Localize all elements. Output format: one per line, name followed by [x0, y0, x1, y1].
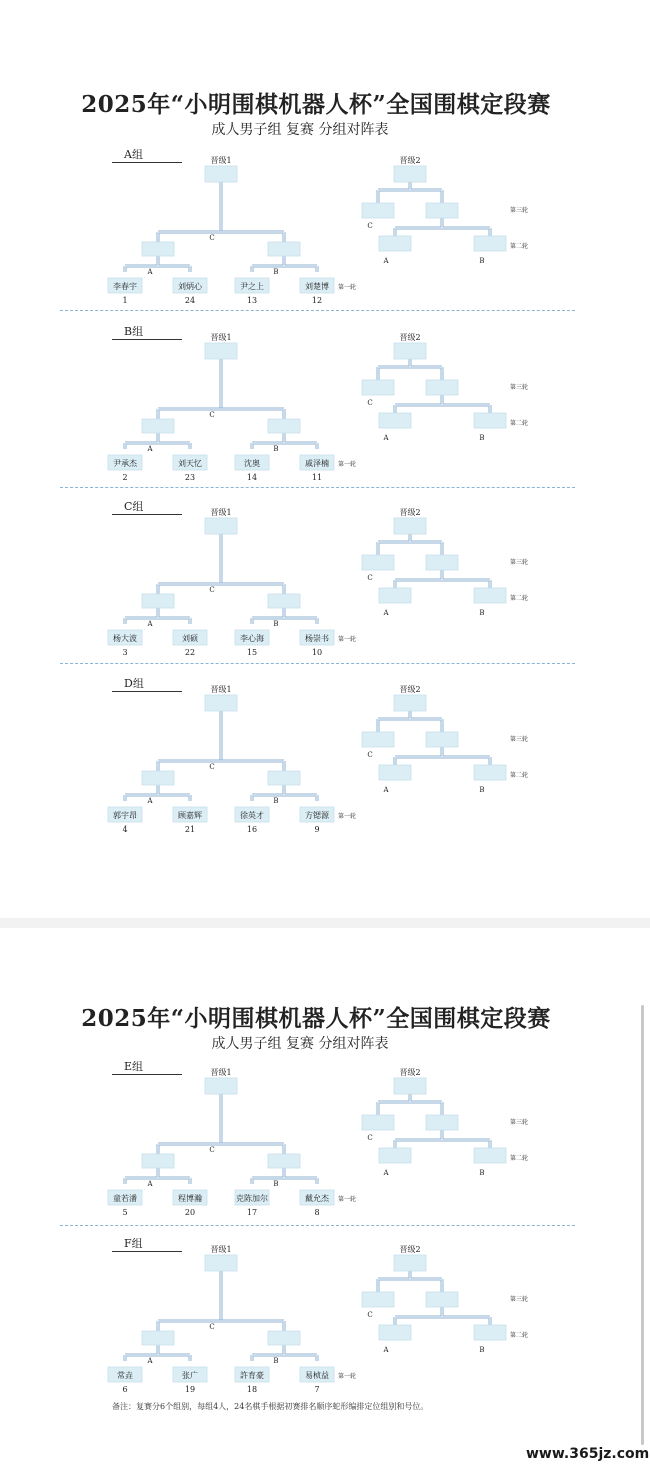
player-name: 刘天忆	[178, 459, 202, 468]
bracket-line-inner	[378, 534, 442, 555]
player-seed: 18	[246, 1385, 258, 1394]
loser-a-box	[379, 588, 411, 603]
advance1-box	[205, 343, 237, 359]
round3-label: 第三轮	[510, 1296, 529, 1303]
loser-a-label: A	[383, 257, 389, 265]
player-seed: 21	[184, 825, 196, 834]
loser-a-label: A	[383, 1169, 389, 1177]
final-winner-box	[426, 555, 458, 570]
match-c-label: C	[209, 586, 215, 594]
group-label: C组	[112, 500, 182, 515]
player-seed: 22	[184, 648, 196, 657]
group-label: D组	[112, 677, 182, 692]
advance1-box	[205, 518, 237, 534]
repechage-c-label: C	[367, 751, 373, 759]
repechage-c-box	[362, 555, 394, 570]
match-c-label: C	[209, 411, 215, 419]
advance1-label: 晋级1	[210, 685, 232, 694]
bracket-line-inner	[125, 785, 190, 801]
bracket-line-inner	[125, 1168, 190, 1184]
loser-a-label: A	[383, 786, 389, 794]
group-a	[0, 148, 650, 318]
advance1-label: 晋级1	[210, 508, 232, 517]
winner-b-box	[268, 242, 300, 256]
player-name: 程博瀚	[178, 1194, 202, 1203]
player-seed: 11	[311, 473, 323, 482]
player-name: 常垚	[117, 1371, 133, 1380]
player-name: 刘炳心	[178, 282, 202, 291]
winner-b-box	[268, 771, 300, 785]
advance1-box	[205, 695, 237, 711]
player-name: 徐英才	[240, 811, 264, 820]
player-seed: 1	[122, 296, 128, 305]
round1-label: 第一轮	[338, 461, 357, 468]
advance2-box	[394, 695, 426, 711]
loser-b-label: B	[479, 786, 485, 794]
group-label: F组	[112, 1237, 182, 1252]
bracket-line-inner	[252, 1168, 317, 1184]
loser-b-box	[474, 1325, 506, 1340]
loser-b-label: B	[479, 257, 485, 265]
match-b-label: B	[273, 445, 279, 453]
match-a-label: A	[147, 620, 153, 628]
player-seed: 12	[311, 296, 323, 305]
round2-label: 第二轮	[510, 1332, 529, 1339]
loser-b-label: B	[479, 434, 485, 442]
match-b-label: B	[273, 797, 279, 805]
player-name: 顾嘉辉	[178, 811, 202, 820]
winner-b-box	[268, 594, 300, 608]
match-c-label: C	[209, 1146, 215, 1154]
bracket-diagram	[0, 500, 650, 670]
round2-label: 第二轮	[510, 420, 529, 427]
repechage-c-box	[362, 1115, 394, 1130]
winner-a-box	[142, 1154, 174, 1168]
page-subtitle-2: 成人男子组 复赛 分组对阵表	[211, 1036, 389, 1052]
player-seed: 7	[314, 1385, 320, 1394]
loser-a-box	[379, 236, 411, 251]
page-gap	[0, 918, 650, 928]
group-divider	[60, 310, 575, 311]
group-label: E组	[112, 1060, 182, 1075]
player-name: 尹之上	[240, 282, 264, 291]
bracket-line	[158, 409, 284, 419]
player-seed: 5	[122, 1208, 128, 1217]
round1-label: 第一轮	[338, 813, 357, 820]
player-seed: 17	[246, 1208, 258, 1217]
match-a-label: A	[147, 1180, 153, 1188]
winner-b-box	[268, 1154, 300, 1168]
player-name: 童若潘	[113, 1194, 137, 1203]
advance1-box	[205, 1078, 237, 1094]
advance2-label: 晋级2	[399, 333, 421, 342]
repechage-c-label: C	[367, 1311, 373, 1319]
player-seed: 14	[246, 473, 258, 482]
group-label: A组	[112, 148, 182, 163]
final-winner-box	[426, 1115, 458, 1130]
match-b-label: B	[273, 1357, 279, 1365]
loser-a-label: A	[383, 434, 389, 442]
player-name: 尹承杰	[113, 459, 137, 468]
final-winner-box	[426, 380, 458, 395]
repechage-c-box	[362, 1292, 394, 1307]
player-name: 戚泽楠	[305, 459, 329, 468]
player-seed: 24	[184, 296, 196, 305]
winner-a-box	[142, 1331, 174, 1345]
page-subtitle: 成人男子组 复赛 分组对阵表	[211, 122, 389, 138]
match-b-label: B	[273, 620, 279, 628]
match-c-label: C	[209, 1323, 215, 1331]
loser-a-box	[379, 1325, 411, 1340]
match-c-label: C	[209, 763, 215, 771]
bracket-line-inner	[125, 433, 190, 449]
final-winner-box	[426, 732, 458, 747]
repechage-c-label: C	[367, 574, 373, 582]
loser-b-box	[474, 413, 506, 428]
match-c-label: C	[209, 234, 215, 242]
bracket-line	[158, 232, 284, 242]
bracket-line-inner	[378, 359, 442, 380]
bracket-line-inner	[125, 608, 190, 624]
player-name: 沈奥	[244, 459, 260, 468]
loser-a-box	[379, 765, 411, 780]
advance2-box	[394, 1078, 426, 1094]
bracket-diagram	[0, 325, 650, 495]
player-name: 郭宇昂	[113, 811, 137, 820]
round2-label: 第二轮	[510, 1155, 529, 1162]
page-title-2: 2025年“小明围棋机器人杯”全国围棋定段赛	[81, 1005, 551, 1032]
loser-b-box	[474, 588, 506, 603]
round2-label: 第二轮	[510, 772, 529, 779]
match-a-label: A	[147, 1357, 153, 1365]
advance2-box	[394, 343, 426, 359]
match-b-label: B	[273, 268, 279, 276]
bracket-diagram	[0, 148, 650, 318]
player-name: 刘楚博	[305, 282, 329, 291]
group-c	[0, 500, 650, 670]
bracket-line-inner	[378, 1094, 442, 1115]
bracket-line	[158, 1144, 284, 1154]
loser-b-label: B	[479, 1169, 485, 1177]
round2-label: 第二轮	[510, 595, 529, 602]
player-seed: 13	[246, 296, 258, 305]
round3-label: 第三轮	[510, 1119, 529, 1126]
player-name: 方锶源	[305, 811, 329, 820]
repechage-c-box	[362, 203, 394, 218]
advance2-box	[394, 518, 426, 534]
page-title: 2025年“小明围棋机器人杯”全国围棋定段赛	[81, 91, 551, 118]
bracket-line-inner	[378, 1271, 442, 1292]
bracket-diagram	[0, 677, 650, 847]
group-divider	[60, 1225, 575, 1226]
player-seed: 10	[311, 648, 323, 657]
bracket-line-inner	[125, 1345, 190, 1361]
bracket-line-inner	[252, 256, 317, 272]
bracket-line	[158, 761, 284, 771]
bracket-line	[158, 584, 284, 594]
loser-b-label: B	[479, 609, 485, 617]
player-seed: 4	[122, 825, 128, 834]
round3-label: 第三轮	[510, 736, 529, 743]
bracket-line-inner	[378, 711, 442, 732]
loser-b-box	[474, 1148, 506, 1163]
player-seed: 6	[122, 1385, 128, 1394]
advance1-box	[205, 1255, 237, 1271]
winner-a-box	[142, 594, 174, 608]
bracket-line-inner	[125, 256, 190, 272]
match-a-label: A	[147, 268, 153, 276]
advance1-label: 晋级1	[210, 1068, 232, 1077]
round3-label: 第三轮	[510, 559, 529, 566]
bracket-line-inner	[252, 433, 317, 449]
repechage-c-label: C	[367, 399, 373, 407]
player-name: 刘硕	[182, 634, 198, 643]
loser-a-box	[379, 1148, 411, 1163]
loser-a-label: A	[383, 1346, 389, 1354]
advance2-box	[394, 166, 426, 182]
watermark: www.365jz.com	[526, 1446, 650, 1462]
footnote: 备注：复赛分6个组别，每组4人，24名棋手根据初赛排名顺序蛇形编排定位组别和号位。	[112, 1402, 429, 1411]
player-name: 杨崇书	[305, 634, 329, 643]
winner-a-box	[142, 242, 174, 256]
advance1-box	[205, 166, 237, 182]
final-winner-box	[426, 203, 458, 218]
player-name: 杨大波	[113, 634, 137, 643]
group-label: B组	[112, 325, 182, 340]
loser-a-box	[379, 413, 411, 428]
round3-label: 第三轮	[510, 384, 529, 391]
player-seed: 23	[184, 473, 196, 482]
bracket-line-inner	[378, 182, 442, 203]
advance2-box	[394, 1255, 426, 1271]
winner-b-box	[268, 1331, 300, 1345]
advance1-label: 晋级1	[210, 156, 232, 165]
round1-label: 第一轮	[338, 1373, 357, 1380]
player-seed: 8	[314, 1208, 320, 1217]
advance2-label: 晋级2	[399, 508, 421, 517]
advance1-label: 晋级1	[210, 333, 232, 342]
repechage-c-box	[362, 380, 394, 395]
repechage-c-label: C	[367, 1134, 373, 1142]
bracket-line-inner	[252, 608, 317, 624]
loser-b-box	[474, 236, 506, 251]
player-name: 李春宇	[113, 282, 137, 291]
group-f	[0, 1237, 650, 1407]
winner-a-box	[142, 771, 174, 785]
bracket-line-inner	[252, 785, 317, 801]
advance2-label: 晋级2	[399, 1068, 421, 1077]
player-name: 张广	[182, 1371, 198, 1380]
player-seed: 19	[184, 1385, 196, 1394]
group-b	[0, 325, 650, 495]
repechage-c-box	[362, 732, 394, 747]
match-b-label: B	[273, 1180, 279, 1188]
player-seed: 9	[314, 825, 320, 834]
bracket-diagram	[0, 1237, 650, 1407]
round1-label: 第一轮	[338, 1196, 357, 1203]
player-seed: 20	[184, 1208, 196, 1217]
round2-label: 第二轮	[510, 243, 529, 250]
final-winner-box	[426, 1292, 458, 1307]
player-name: 許育豪	[240, 1371, 264, 1380]
winner-a-box	[142, 419, 174, 433]
player-name: 戴允杰	[305, 1194, 329, 1203]
player-seed: 3	[122, 648, 128, 657]
match-a-label: A	[147, 797, 153, 805]
loser-b-box	[474, 765, 506, 780]
advance2-label: 晋级2	[399, 156, 421, 165]
round3-label: 第三轮	[510, 207, 529, 214]
winner-b-box	[268, 419, 300, 433]
match-a-label: A	[147, 445, 153, 453]
player-seed: 16	[246, 825, 258, 834]
bracket-line	[158, 1321, 284, 1331]
bracket-line-inner	[252, 1345, 317, 1361]
player-seed: 2	[122, 473, 128, 482]
round1-label: 第一轮	[338, 284, 357, 291]
bracket-diagram	[0, 1060, 650, 1230]
group-d	[0, 677, 650, 847]
advance2-label: 晋级2	[399, 685, 421, 694]
loser-b-label: B	[479, 1346, 485, 1354]
group-divider	[60, 487, 575, 488]
player-seed: 15	[246, 648, 258, 657]
round1-label: 第一轮	[338, 636, 357, 643]
advance2-label: 晋级2	[399, 1245, 421, 1254]
advance1-label: 晋级1	[210, 1245, 232, 1254]
player-name: 克陈加尔	[236, 1194, 268, 1203]
group-divider	[60, 663, 575, 664]
player-name: 易桢益	[305, 1371, 329, 1380]
loser-a-label: A	[383, 609, 389, 617]
group-e	[0, 1060, 650, 1230]
repechage-c-label: C	[367, 222, 373, 230]
player-name: 李心海	[240, 634, 264, 643]
